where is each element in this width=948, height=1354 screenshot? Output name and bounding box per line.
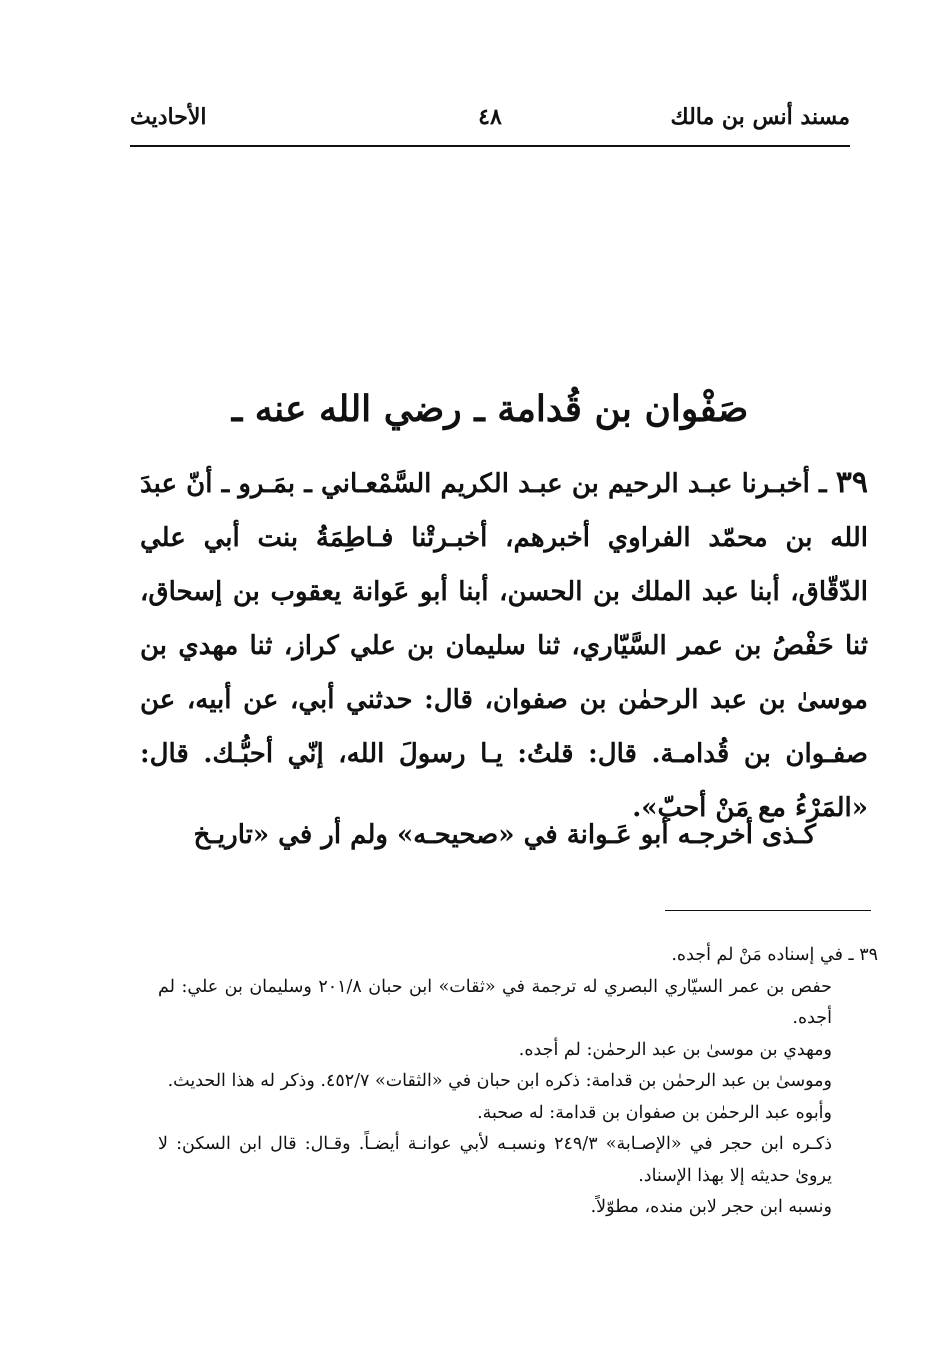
commentary-paragraph: كـذى أخرجـه أبو عَـوانة في «صحيحـه» ولم أر في «تاريـخ bbox=[193, 820, 816, 850]
running-header bbox=[130, 104, 850, 144]
footnote-line: وموسىٰ بن عبد الرحمٰن بن قدامة: ذكره ابن حبان في «الثقات» ٤٥٢/٧. وذكر له هذا الحديث. bbox=[167, 1071, 832, 1091]
footnote-line: ونسبه ابن حجر لابن منده، مطوّلاً. bbox=[590, 1197, 832, 1217]
hadith-entry bbox=[140, 456, 868, 835]
book-title: مسند أنس بن مالك bbox=[670, 104, 850, 130]
footnote-line: وأبوه عبد الرحمٰن بن صفوان بن قدامة: له صحبة. bbox=[477, 1102, 832, 1123]
footnotes bbox=[158, 940, 878, 1224]
footnote-line: ومهدي بن موسىٰ بن عبد الرحمٰن: لم أجده. bbox=[518, 1039, 832, 1060]
footnote-head: ٣٩ ـ في إسناده مَنْ لم أجده. bbox=[671, 945, 878, 965]
footnote-rule bbox=[665, 910, 871, 911]
header-rule bbox=[130, 145, 850, 147]
page-number: ٤٨ bbox=[478, 104, 502, 130]
hadith-number: ٣٩ bbox=[835, 465, 868, 500]
footnote-line: ذكـره ابن حجر في «الإصـابة» ٢٤٩/٣ ونسبـه لأبي عوانـة أيضـاً. وقـال: قال ابن السكن: لا يروىٰ حديثه إلا بهذا الإسناد. bbox=[158, 1134, 832, 1186]
chapter-title: صَفْوان بن قُدامة ـ رضي الله عنه ـ bbox=[231, 388, 749, 430]
section-title: الأحاديث bbox=[130, 104, 207, 130]
hadith-text: ـ أخبـرنا عبـد الرحيم بن عبـد الكريم السَّمْعـاني ـ بمَـرو ـ أنّ عبدَ الله بن محمّد الفراوي أخبرهم، أخبـرتْنا فـاطِمَةُ بنت أبي علي الدّقّاق، أبنا عبد الملك بن الحسن، أبنا أبو عَوانة يعقوب بن إسحاق، ثنا حَفْصُ بن عمر السَّيّاري، ثنا سليمان بن علي كراز، ثنا مهدي بن موسىٰ بن عبد الرحمٰن بن صفوان، قال: حدثني أبي، عن أبيه، عن صفـوان بن قُدامـة. قال: قلتُ: يـا رسولَ الله، إنّي أحبُّـك. قال: «المَرْءُ مع مَنْ أحبّ». bbox=[140, 469, 868, 823]
footnote-line: حفص بن عمر السيّاري البصري له ترجمة في «ثقات» ابن حبان ٢٠١/٨ وسليمان بن علي: لم أجده. bbox=[158, 976, 832, 1028]
